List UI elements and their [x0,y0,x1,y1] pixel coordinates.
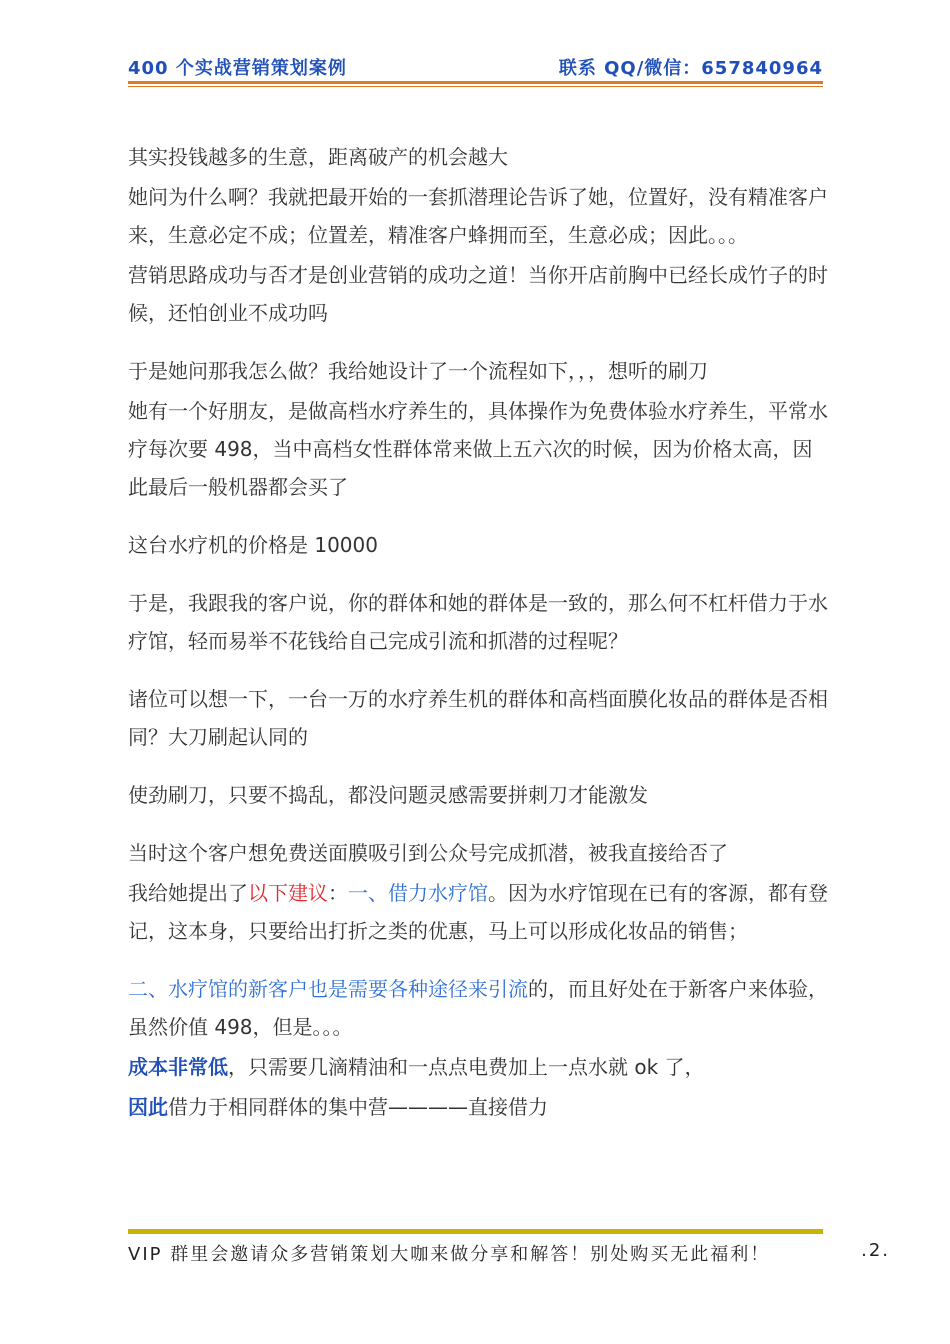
text-run: 借力于相同群体的集中营————直接借力 [168,1095,548,1119]
page-number: .2. [861,1240,890,1261]
paragraph: 诸位可以想一下，一台一万的水疗养生机的群体和高档面膜化妆品的群体是否相同？大刀刷起认同的 [128,687,828,749]
paragraph: 营销思路成功与否才是创业营销的成功之道！当你开店前胸中已经长成竹子的时候，还怕创业不成功吗 [128,263,828,325]
paragraph-suggestion [128,874,828,950]
text-run: 我给她提出了 [128,881,248,905]
text-run: 。因为水疗馆现在已有的客源，都有登记，这本身，只要给出打折之类的优惠，马上可以形成化妆品的销售； [128,881,828,943]
paragraph-cost [128,1048,828,1086]
footer-note: VIP 群里会邀请众多营销策划大咖来做分享和解答！别处购买无此福利！ [128,1244,771,1265]
text-run: ，只需要几滴精油和一点点电费加上一点水就 ok 了， [228,1055,705,1079]
paragraph: 其实投钱越多的生意，距离破产的机会越大 [128,145,508,169]
footer-divider [128,1229,823,1234]
paragraph: 她问为什么啊？我就把最开始的一套抓潜理论告诉了她，位置好，没有精准客户来，生意必定不成；位置差，精准客户蜂拥而至，生意必成；因此。。。 [128,185,828,247]
paragraph: 这台水疗机的价格是 10000 [128,533,378,557]
document-body [128,138,828,1126]
paragraph: 当时这个客户想免费送面膜吸引到公众号完成抓潜，被我直接给否了 [128,841,728,865]
paragraph-therefore [128,1088,828,1126]
paragraph: 于是，我跟我的客户说，你的群体和她的群体是一致的，那么何不杠杆借力于水疗馆，轻而易举不花钱给自己完成引流和抓潜的过程呢？ [128,591,828,653]
paragraph: 于是她问那我怎么做？我给她设计了一个流程如下，，，想听的刷刀 [128,359,708,383]
page-header [128,52,823,82]
highlight-red: 以下建议 [248,881,328,905]
highlight-bold: 因此 [128,1095,168,1119]
header-divider-thin [128,86,823,87]
text-run: 的，而且好处在于新客户来体验，虽然价值 498，但是。。。 [128,977,828,1039]
paragraph-point-two [128,970,828,1046]
text-run: ： [328,881,348,905]
paragraph: 她有一个好朋友，是做高档水疗养生的，具体操作为免费体验水疗养生，平常水疗每次要 498，当中高档女性群体常来做上五六次的时候，因为价格太高，因此最后一般机器都会买了 [128,399,828,499]
header-title: 400 个实战营销策划案例 [128,58,347,79]
header-contact: 联系 QQ/微信：657840964 [558,58,823,79]
header-divider [128,81,823,84]
paragraph: 使劲刷刀，只要不捣乱，都没问题灵感需要拼刺刀才能激发 [128,783,648,807]
highlight-bold: 成本非常低 [128,1055,228,1079]
highlight-blue: 一、借力水疗馆 [348,881,488,905]
highlight-blue: 二、水疗馆的新客户也是需要各种途径来引流 [128,977,528,1001]
